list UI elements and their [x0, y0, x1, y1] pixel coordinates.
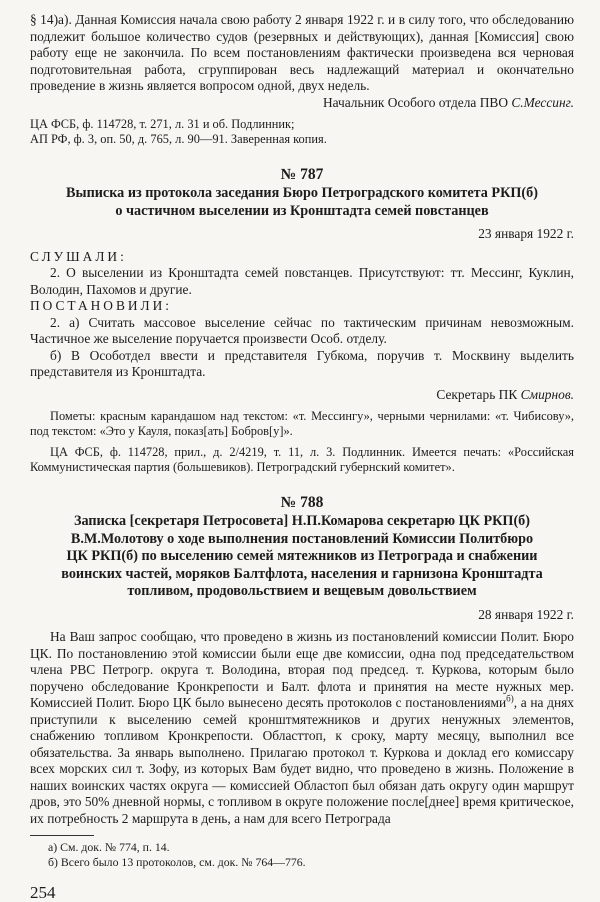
doc-787-resolved-b: б) В Особотдел ввести и представителя Губкома, поручив т. Москвину выделить представителя из Кронштадта. [30, 347, 574, 379]
document-page [30, 12, 574, 902]
doc-787-heard-label: СЛУШАЛИ: [30, 248, 127, 264]
doc-787-secretary-line [30, 387, 574, 404]
doc-787-secretary-role: Секретарь ПК [436, 386, 518, 402]
doc-788-title-line-5: топливом, продовольствием и вещевым довольствием [127, 583, 477, 599]
doc-788-number: № 788 [280, 494, 324, 511]
doc-787-source: ЦА ФСБ, ф. 114728, прил., д. 2/4219, т. 11, л. 3. Подлинник. Имеется печать: «Российская Коммунистическая партия (большевиков). Петроградский губернский комитет». [30, 445, 574, 474]
doc-787-resolved-a: 2. а) Считать массовое выселение сейчас по тактическим причинам невозможным. Частичное же выселение поручается произвести Особ. отделу. [30, 314, 574, 346]
doc-788-title-line-4: воинских частей, моряков Балтфлота, населения и гарнизона Кронштадта [61, 565, 543, 582]
doc-787-notes: Пометы: красным карандашом над текстом: «т. Мессингу», черными чернилами: «т. Чибисову», под текстом: «Это у Кауля, показ[ать] Бобров[у]». [30, 409, 574, 438]
doc-788-date: 28 января 1922 г. [478, 606, 574, 622]
footnote-b: б) Всего было 13 протоколов, см. док. № 764—776. [48, 854, 306, 869]
doc-788-body-after: , а на днях приступили к выселению семей кронштмятежников и других ненужных элементов, снабжению топливом Кронкрепости. Областтоп, к сроку, марту месяцу, выполнил все обязательства. За январь выполнено. Прилагаю протокол т. Куркова и доклад его комиссару всех морских сил т. Зофу, из которых Вам будет видно, что проведено в жизнь. Положение в наших воинских частях округа — комиссией Областоп был обязан дать округу один маршрут дров, это 50% дневной нормы, с топливом в округе положение после[днее] время критическое, их потребность 2 маршрута в день, а нам для всего Петрограда [30, 695, 574, 826]
doc-787-title-line-2: о частичном выселении из Кронштадта семей повстанцев [115, 202, 489, 219]
doc-787-secretary-name: Смирнов. [520, 386, 574, 402]
doc-787-heard-text: 2. О выселении из Кронштадта семей повстанцев. Присутствуют: тт. Мессинг, Куклин, Володин, Пахомов и другие. [30, 265, 574, 297]
signature-name: С.Мессинг. [511, 94, 574, 110]
archive-source-2: АП РФ, ф. 3, оп. 50, д. 765, л. 90—91. Заверенная копия. [30, 132, 327, 146]
doc-788-body-before: На Ваш запрос сообщаю, что проведено в жизнь из постановлений комиссии Полит. Бюро ЦК. По постановлению этой комиссии были еще две комиссии, одна под председательством члена РВС Петрогр. округа т. Володина, вторая под председ. т. Куркова, которым было поручено обследование Кронкрепости и Балт. флота и принятия на месте нужных мер. Комиссией Полит. Бюро ЦК было вынесено десять протоколов с постановлениями [30, 629, 574, 710]
signature-role: Начальник Особого отдела ПВО [322, 94, 508, 110]
doc-787-resolved-label: ПОСТАНОВИЛИ: [30, 298, 173, 313]
footnote-a: а) См. док. № 774, п. 14. [48, 840, 170, 854]
doc-787-number: № 787 [280, 166, 324, 183]
footnote-divider [30, 835, 94, 836]
doc-788-title-line-3: ЦК РКП(б) по выселению семей мятежников из Петрограда и снабжении [66, 548, 538, 564]
doc-788-body [30, 629, 574, 827]
signature-line [30, 95, 574, 112]
doc-787-title-line-1: Выписка из протокола заседания Бюро Петроградского комитета РКП(б) [66, 185, 538, 201]
archive-source-1: ЦА ФСБ, ф. 114728, т. 271, л. 31 и об. Подлинник; [30, 117, 295, 131]
doc-788-title-line-2: В.М.Молотову о ходе выполнения постановлений Комиссии Политбюро [70, 530, 534, 547]
doc-788-title-line-1: Записка [секретаря Петросовета] Н.П.Комарова секретарю ЦК РКП(б) [73, 513, 530, 529]
continued-paragraph: § 14)а). Данная Комиссия начала свою работу 2 января 1922 г. и в силу того, что обследованию подлежит большое количество судов (резервных и действующих), данная [Комиссия] свою работу еще не закончила. По всем постановлениям фактически произведена вся черновая подготовительная работа, сгруппирован весь надлежащий материал и окончательно проведение в жизнь является вопросом одной, двух недель. [30, 12, 574, 93]
page-number: 254 [30, 883, 56, 902]
doc-787-date: 23 января 1922 г. [478, 226, 574, 241]
footnote-mark-b: б) [506, 693, 514, 704]
